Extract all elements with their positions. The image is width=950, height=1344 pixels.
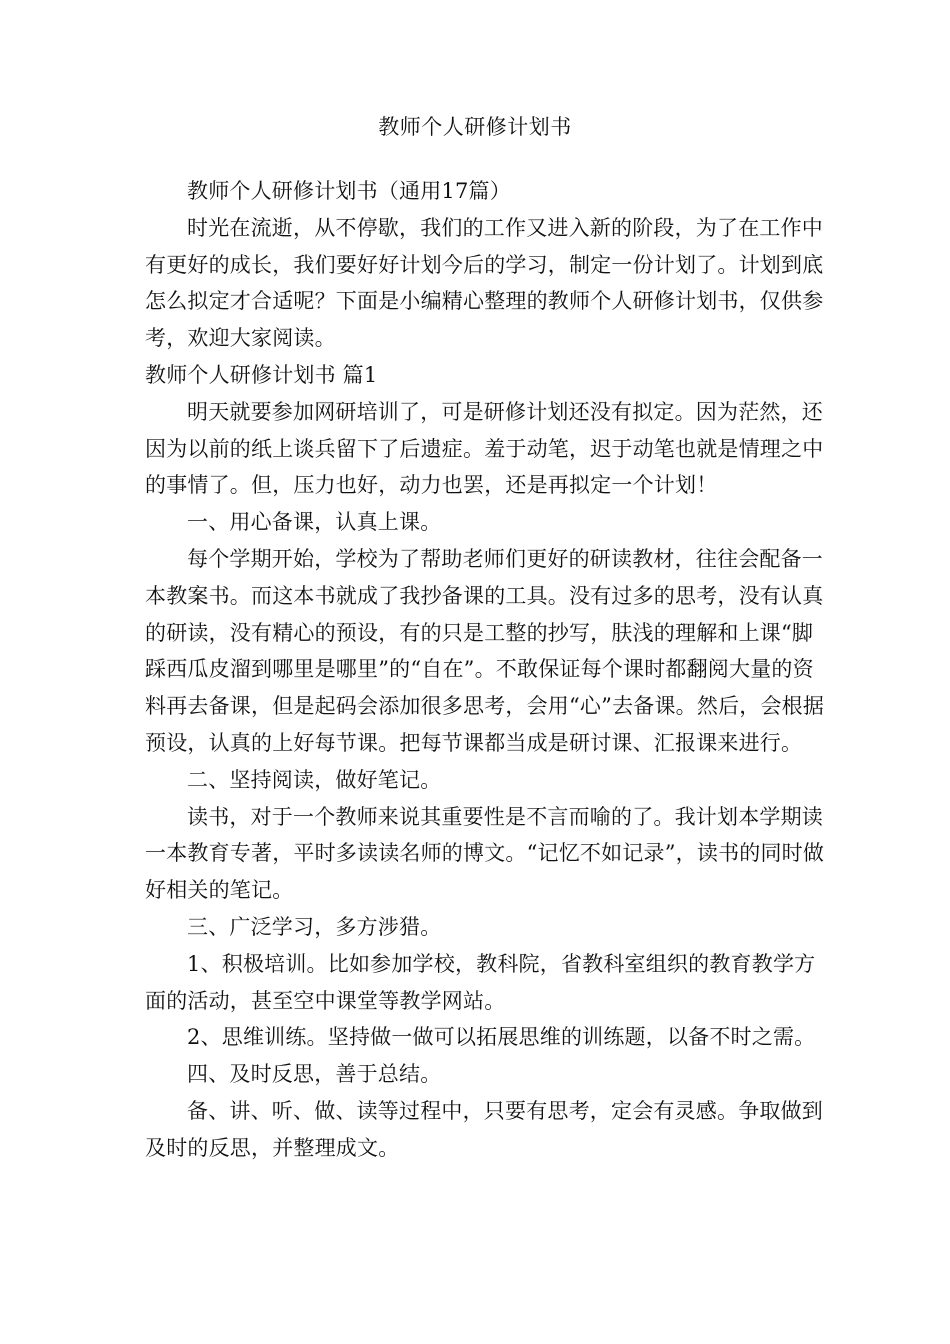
body-paragraph: 备、讲、听、做、读等过程中，只要有思考，定会有灵感。争取做到及时的反思，并整理成文。 bbox=[145, 1098, 823, 1160]
document-title: 教师个人研修计划书 bbox=[378, 115, 572, 139]
body-paragraph: 读书，对于一个教师来说其重要性是不言而喻的了。我计划本学期读一本教育专著，平时多读读名师的博文。“记忆不如记录”，读书的同时做好相关的笔记。 bbox=[145, 804, 825, 903]
intro-paragraph: 时光在流逝，从不停歇，我们的工作又进入新的阶段，为了在工作中有更好的成长，我们要好好计划今后的学习，制定一份计划了。计划到底怎么拟定才合适呢？下面是小编精心整理的教师个人研修计划书，仅供参考，欢迎大家阅读。 bbox=[145, 215, 824, 351]
subtitle-paragraph: 教师个人研修计划书（通用17篇） bbox=[187, 179, 511, 203]
section-heading: 教师个人研修计划书 篇1 bbox=[145, 362, 378, 387]
subheading-1: 一、用心备课，认真上课。 bbox=[187, 510, 442, 535]
body-paragraph: 每个学期开始，学校为了帮助老师们更好的研读教材，往往会配备一本教案书。而这本书就成了我抄备课的工具。没有过多的思考，没有认真的研读，没有精心的预设，有的只是工整的抄写，肤浅的理解和上课“脚踩西瓜皮溜到哪里是哪里”的“自在”。不敢保证每个课时都翻阅大量的资料再去备课，但是起码会添加很多思考，会用“心”去备课。然后，会根据预设，认真的上好每节课。把每节课都当成是研讨课、汇报课来进行。 bbox=[145, 546, 825, 755]
list-item: 2、思维训练。坚持做一做可以拓展思维的训练题，以备不时之需。 bbox=[187, 1025, 816, 1050]
document-body bbox=[145, 173, 825, 1167]
body-paragraph: 明天就要参加网研培训了，可是研修计划还没有拟定。因为茫然，还因为以前的纸上谈兵留下了后遗症。羞于动笔，迟于动笔也就是情理之中的事情了。但，压力也好，动力也罢，还是再拟定一个计划！ bbox=[145, 399, 824, 498]
list-item: 1、积极培训。比如参加学校，教科院，省教科室组织的教育教学方面的活动，甚至空中课堂等教学网站。 bbox=[145, 951, 816, 1013]
subheading-2: 二、坚持阅读，做好笔记。 bbox=[187, 767, 442, 792]
subheading-3: 三、广泛学习，多方涉猎。 bbox=[187, 914, 442, 939]
subheading-4: 四、及时反思，善于总结。 bbox=[187, 1062, 442, 1087]
